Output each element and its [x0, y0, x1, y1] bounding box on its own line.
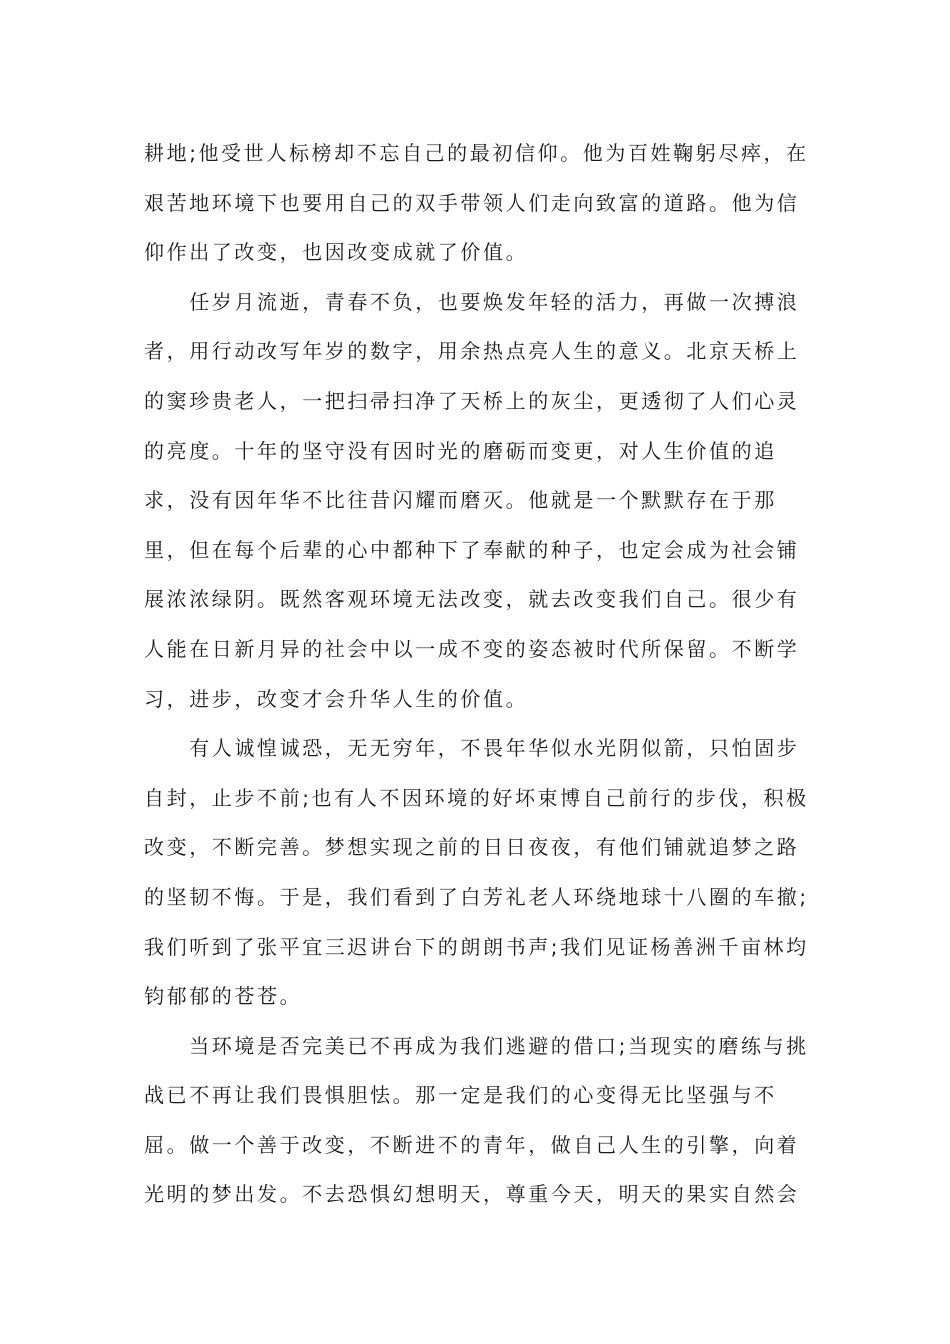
text-line: 的坚韧不悔。于是，我们看到了白芳礼老人环绕地球十八圈的车撤;: [144, 884, 809, 909]
text-line: 屈。做一个善于改变，不断进不的青年，做自己人生的引擎，向着: [144, 1132, 800, 1157]
document-body: [144, 129, 808, 1220]
text-line: 展浓浓绿阴。既然客观环境无法改变，就去改变我们自己。很少有: [144, 587, 800, 612]
text-line: 我们听到了张平宜三迟讲台下的朗朗书声;我们见证杨善洲千亩林均: [144, 934, 809, 959]
text-line: 的亮度。十年的坚守没有因时光的磨砺而变更，对人生价值的追: [144, 438, 777, 463]
text-line: 有人诚惶诚恐，无无穷年，不畏年华似水光阴似箭，只怕固步: [144, 736, 800, 761]
paragraph-2: [144, 278, 808, 724]
text-line: 艰苦地环境下也要用自己的双手带领人们走向致富的道路。他为信: [144, 190, 800, 215]
text-line: 耕地;他受世人标榜却不忘自己的最初信仰。他为百姓鞠躬尽瘁，在: [144, 141, 809, 165]
paragraph-4: [144, 1022, 808, 1220]
text-line: 钧郁郁的苍苍。: [144, 984, 303, 1009]
text-line: 人能在日新月异的社会中以一成不变的姿态被时代所保留。不断学: [144, 636, 800, 661]
paragraph-1: [144, 129, 808, 278]
text-line: 的窦珍贵老人，一把扫帚扫净了天桥上的灰尘，更透彻了人们心灵: [144, 388, 800, 413]
text-line: 任岁月流逝，青春不负，也要焕发年轻的活力，再做一次搏浪: [144, 289, 800, 314]
text-line: 当环境是否完美已不再成为我们逃避的借口;当现实的磨练与挑: [144, 1033, 809, 1058]
text-line: 自封，止步不前;也有人不因环境的好坏束博自己前行的步伐，积极: [144, 785, 809, 810]
text-line: 求，没有因年华不比往昔闪耀而磨灭。他就是一个默默存在于那: [144, 488, 777, 513]
text-line: 里，但在每个后辈的心中都种下了奉献的种子，也定会成为社会铺: [144, 537, 800, 562]
text-line: 者，用行动改写年岁的数字，用余热点亮人生的意义。北京天桥上: [144, 339, 800, 364]
text-line: 习，进步，改变才会升华人生的价值。: [144, 686, 529, 711]
text-line: 仰作出了改变，也因改变成就了价值。: [144, 240, 529, 265]
paragraph-3: [144, 724, 808, 1022]
text-line: 光明的梦出发。不去恐惧幻想明天，尊重今天，明天的果实自然会: [144, 1182, 800, 1207]
text-line: 改变，不断完善。梦想实现之前的日日夜夜，有他们铺就追梦之路: [144, 835, 800, 860]
text-line: 战已不再让我们畏惧胆怯。那一定是我们的心变得无比坚强与不: [144, 1083, 777, 1108]
